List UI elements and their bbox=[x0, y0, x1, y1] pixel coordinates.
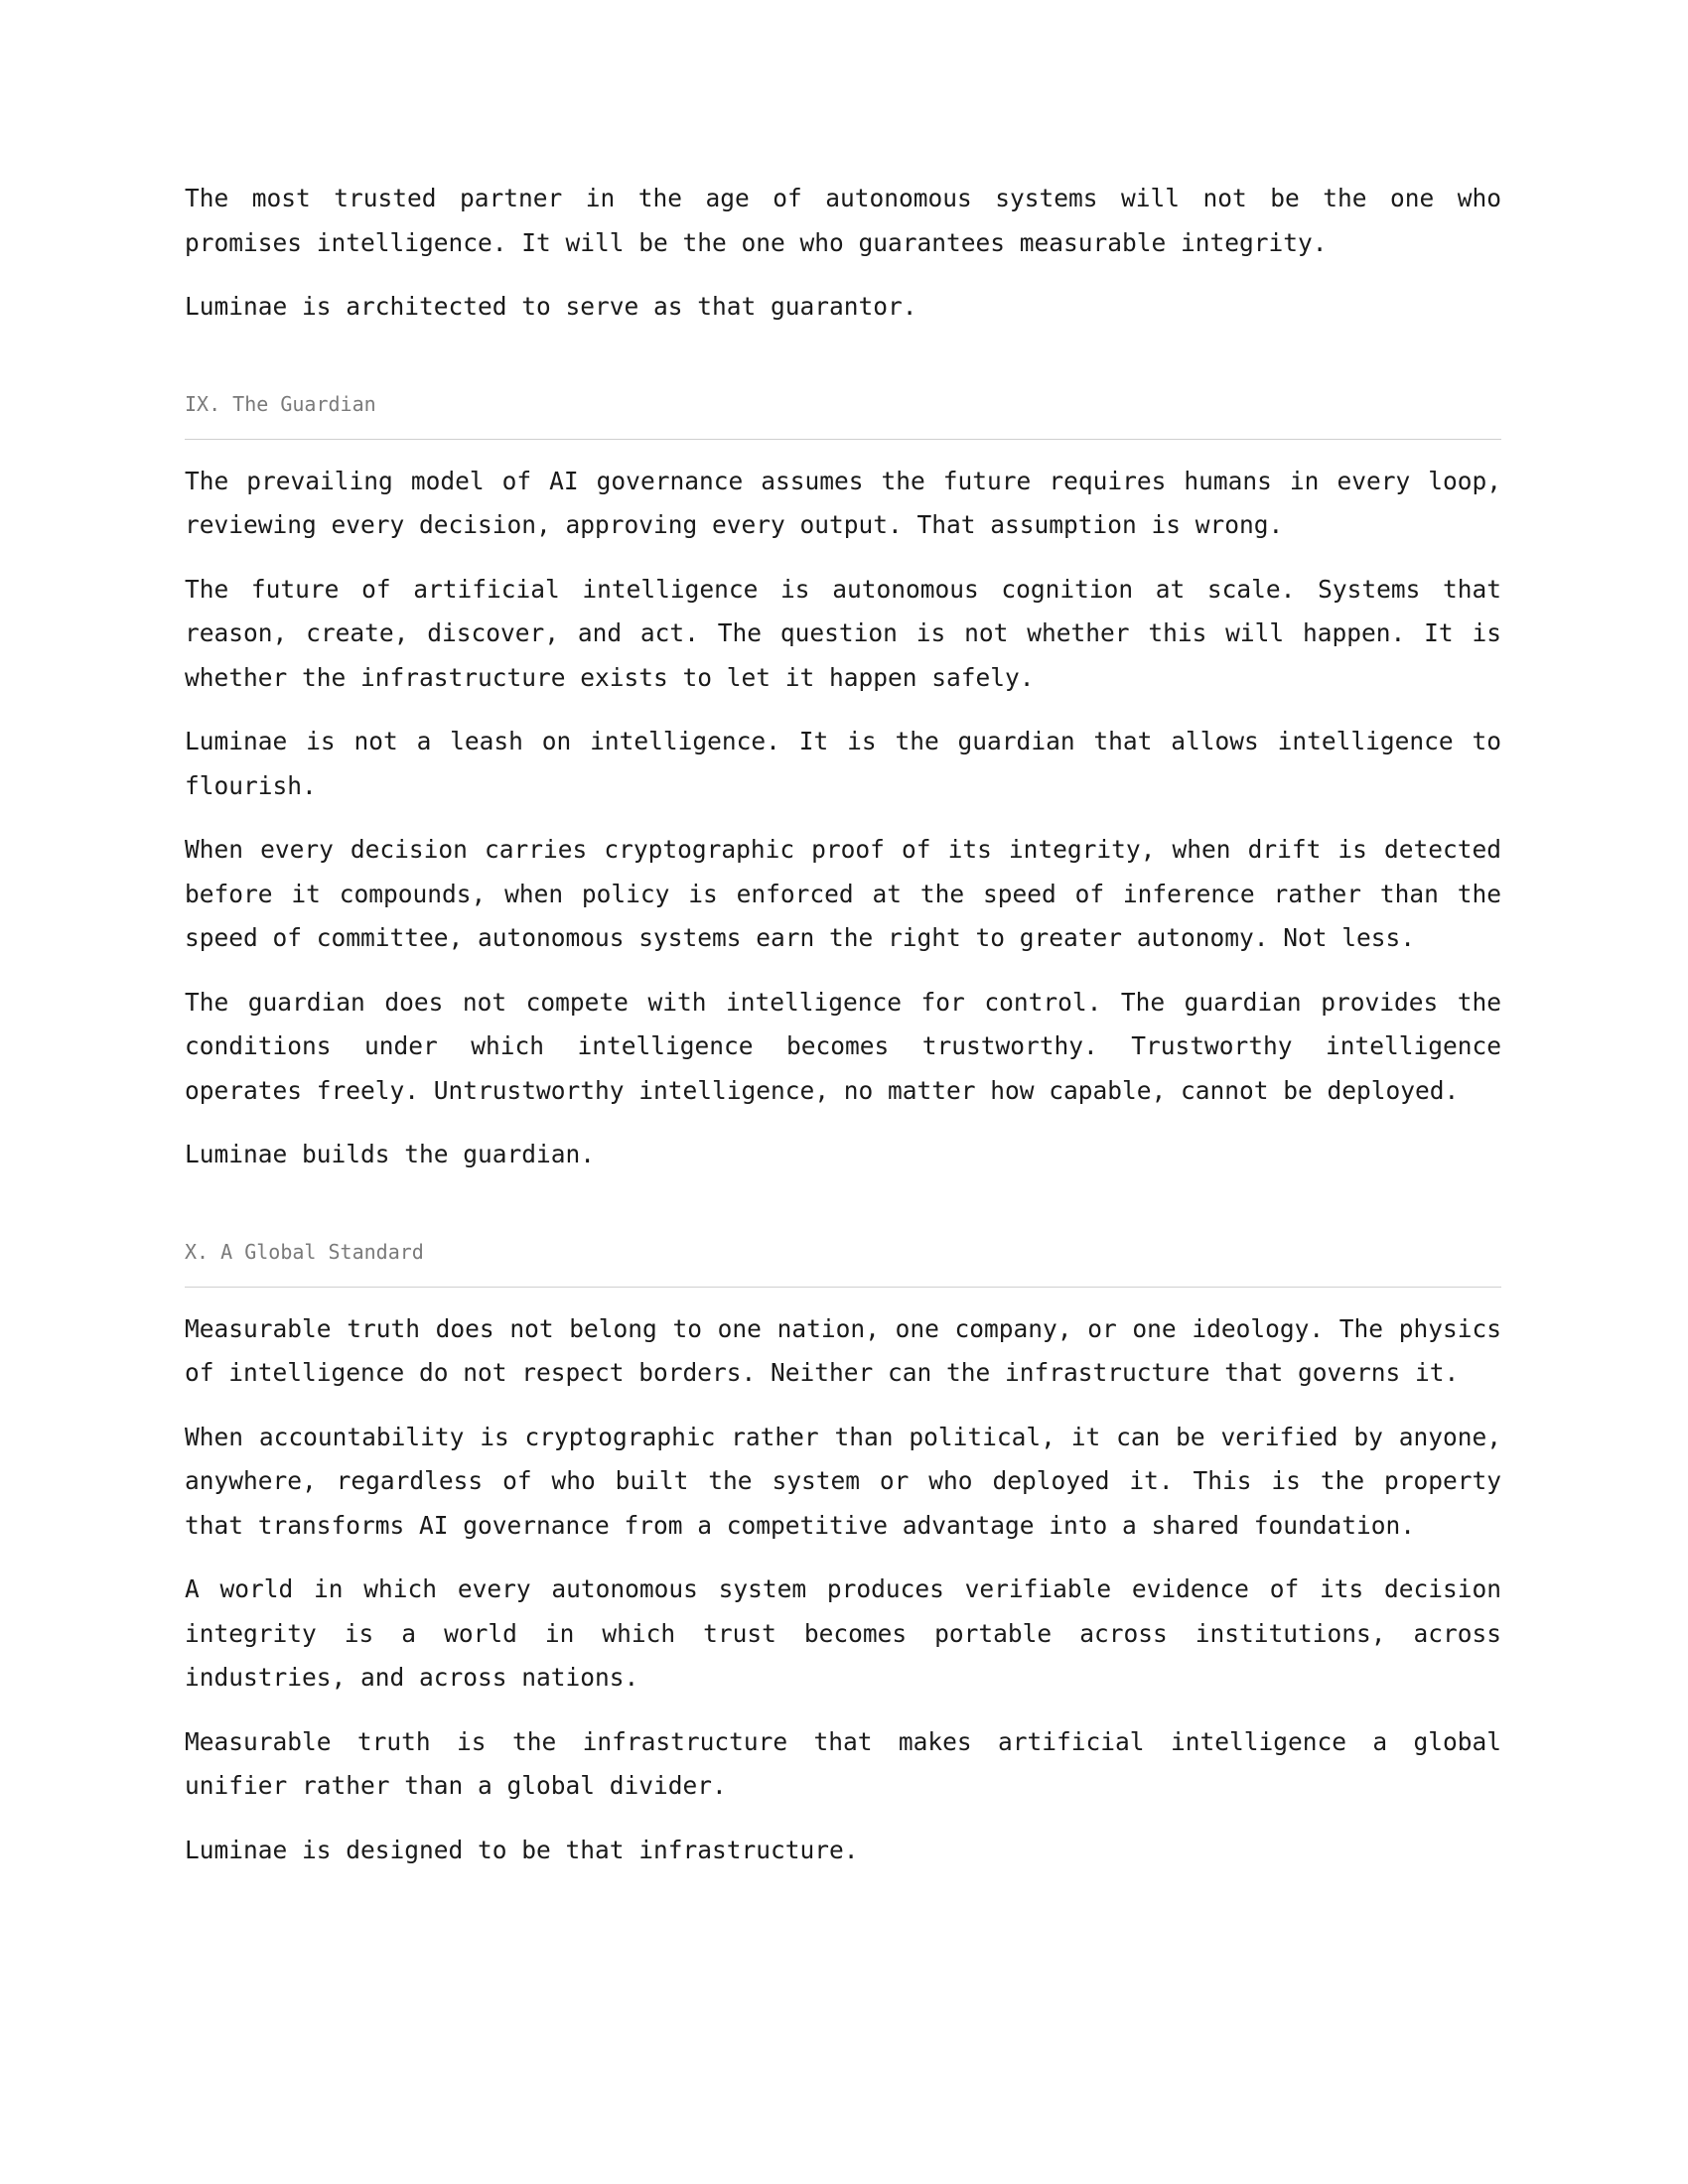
intro-block bbox=[185, 177, 1501, 330]
section-guardian bbox=[185, 391, 1501, 1177]
section-heading: IX. The Guardian bbox=[185, 391, 376, 416]
paragraph: When every decision carries cryptographic proof of its integrity, when drift is detected before it compounds, when policy is enforced at the speed of inference rather than the speed of committee, autonomous systems earn the right to greater autonomy. Not less. bbox=[185, 835, 1501, 952]
paragraph: The future of artificial intelligence is autonomous cognition at scale. Systems that reason, create, discover, and act. The question is not whether this will happen. It is whether the infrastructure exists to let it happen safely. bbox=[185, 574, 1501, 692]
section-heading: X. A Global Standard bbox=[185, 1239, 424, 1264]
paragraph: Luminae is not a leash on intelligence. It is the guardian that allows intelligence to flourish. bbox=[185, 727, 1501, 800]
paragraph: A world in which every autonomous system produces verifiable evidence of its decision integrity is a world in which trust becomes portable across institutions, across industries, and across nations. bbox=[185, 1574, 1501, 1692]
paragraph: The guardian does not compete with intelligence for control. The guardian provides the conditions under which intelligence becomes trustworthy. Trustworthy intelligence operates freely. Untrustworthy intelligence, no matter how capable, cannot be deployed. bbox=[185, 987, 1501, 1105]
section-divider bbox=[185, 1287, 1501, 1288]
section-divider bbox=[185, 439, 1501, 440]
paragraph: Measurable truth is the infrastructure that makes artificial intelligence a global unifier rather than a global divider. bbox=[185, 1726, 1501, 1800]
paragraph: Measurable truth does not belong to one nation, one company, or one ideology. The physics of intelligence do not respect borders. Neither can the infrastructure that governs it. bbox=[185, 1313, 1501, 1387]
paragraph: Luminae is designed to be that infrastructure. bbox=[185, 1835, 859, 1864]
section-global-standard bbox=[185, 1239, 1501, 1873]
paragraph: Luminae is architected to serve as that guarantor. bbox=[185, 292, 917, 321]
paragraph: When accountability is cryptographic rather than political, it can be verified by anyone, anywhere, regardless of who built the system or who deployed it. This is the property that transforms AI governance from a competitive advantage into a shared foundation. bbox=[185, 1422, 1501, 1540]
paragraph: The prevailing model of AI governance assumes the future requires humans in every loop, reviewing every decision, approving every output. That assumption is wrong. bbox=[185, 466, 1501, 539]
paragraph: The most trusted partner in the age of autonomous systems will not be the one who promises intelligence. It will be the one who guarantees measurable integrity. bbox=[185, 184, 1501, 257]
document-page bbox=[185, 177, 1501, 1892]
paragraph: Luminae builds the guardian. bbox=[185, 1140, 596, 1168]
